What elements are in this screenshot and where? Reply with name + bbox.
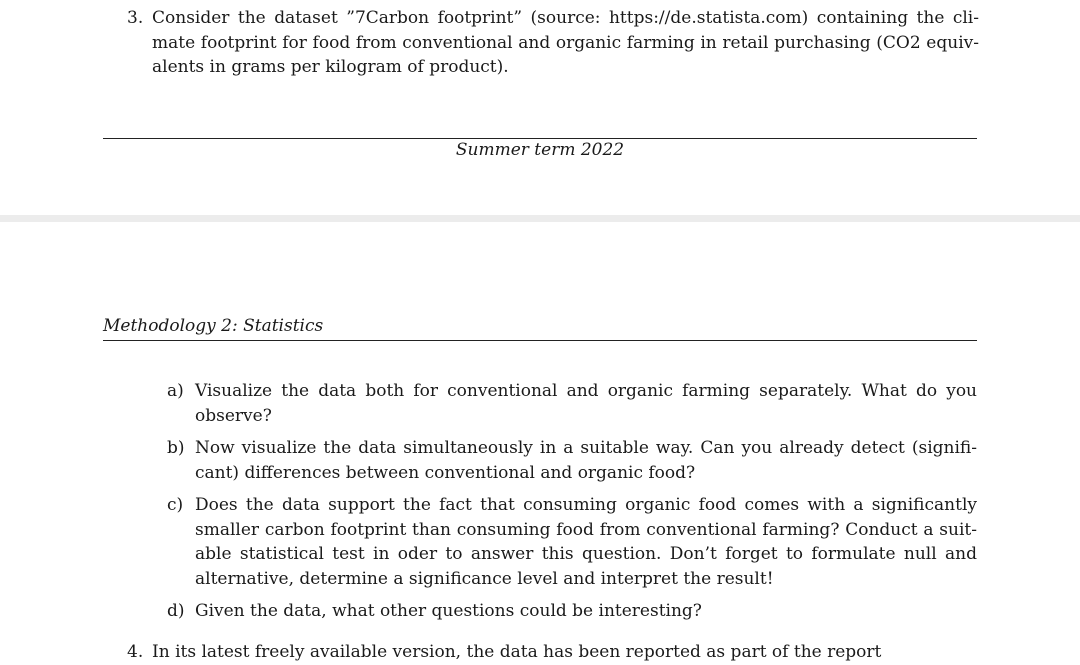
subitem-a (167, 379, 977, 428)
subitem-text: Given the data, what other questions could be interesting? (195, 601, 702, 621)
subitem-b (167, 436, 977, 485)
page-header: Methodology 2: Statistics (103, 316, 324, 336)
subitem-label: a) (167, 381, 184, 401)
subitem-c (167, 493, 977, 591)
subitem-text: Now visualize the data simultaneously in a suitable way. Can you already detect (significant) differences between conventional and organic food? (195, 438, 977, 483)
header-rule (103, 340, 977, 341)
page-top (0, 0, 1080, 215)
item-number: 3. (127, 8, 144, 28)
subitem-label: d) (167, 601, 185, 621)
subitem-d (167, 599, 977, 624)
exercise-item-3 (127, 6, 979, 80)
cutoff-text (127, 640, 979, 665)
subitem-list (167, 379, 977, 632)
subitem-label: c) (167, 495, 184, 515)
subitem-text: Does the data support the fact that consuming organic food comes with a significantly smaller carbon footprint than consuming food from conventional farming? Conduct a suitable statistical test in oder to answer this question. Don’t forget to formulate null and alternative, determine a significance level and interpret the result! (195, 495, 977, 589)
page-footer: Summer term 2022 (455, 140, 625, 160)
item-number: 4. (127, 642, 144, 662)
exercise-item-4-cutoff (127, 636, 979, 662)
subitem-text: Visualize the data both for conventional and organic farming separately. What do you observe? (195, 381, 977, 426)
item-text: In its latest freely available version, the data has been reported as part of the report (152, 642, 882, 662)
page-separator (0, 215, 1080, 222)
subitem-label: b) (167, 438, 185, 458)
item-text: Consider the dataset ”7Carbon footprint” (source: https://de.statista.com) containing the climate footprint for food from conventional and organic farming in retail purchasing (CO2 equivalents in grams per kilogram of product). (152, 8, 979, 77)
